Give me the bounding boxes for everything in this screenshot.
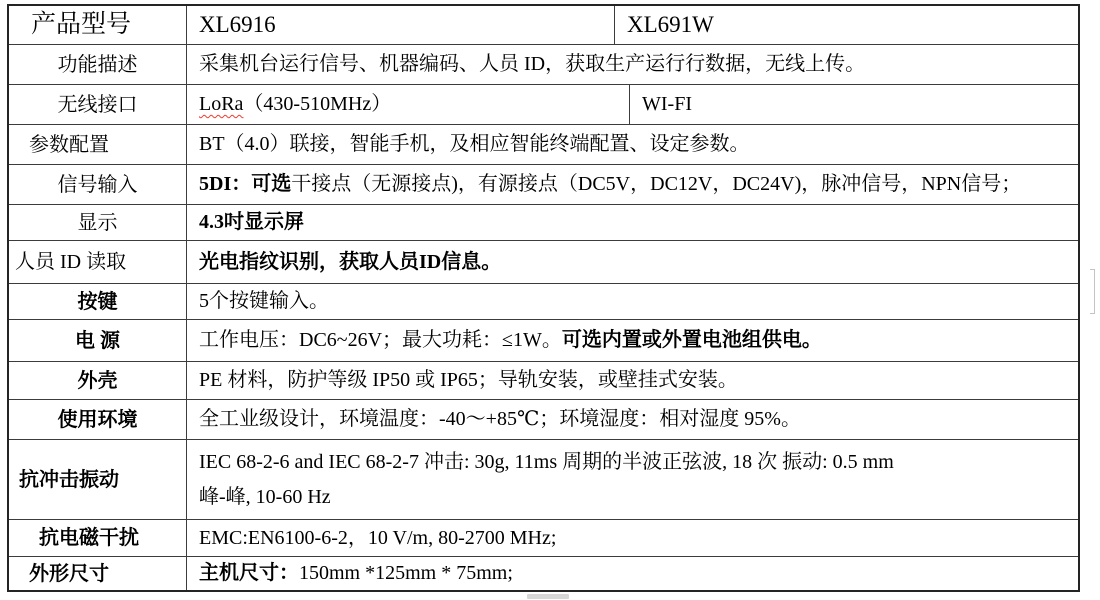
- row-value-personnel-id: [187, 241, 1078, 283]
- enclosure-text: PE 材料，防护等级 IP50 或 IP65；导轨安装，或壁挂式安装。: [199, 369, 738, 391]
- row-label-operating-environment: 使用环境: [9, 400, 187, 439]
- spec-row-buttons: [9, 284, 1078, 320]
- spec-row-operating-environment: [9, 400, 1078, 440]
- row-value-enclosure: [187, 362, 1078, 399]
- spec-row-display: [9, 205, 1078, 241]
- row-value-signal-input: [187, 165, 1078, 204]
- spec-row-signal-input: [9, 165, 1078, 205]
- spec-row-shock-vibration: [9, 440, 1078, 520]
- signal-input-text: 干接点（无源接点)，有源接点（DC5V，DC12V，DC24V)，脉冲信号，NPN信号；: [291, 173, 1022, 195]
- row-label-shock-vibration: 抗冲击振动: [9, 440, 187, 519]
- row-value-function-description: [187, 45, 1078, 84]
- row-value-parameter-config: [187, 125, 1078, 164]
- row-value-shock-vibration: [187, 440, 1078, 519]
- wifi-text: WI-FI: [642, 93, 692, 115]
- dimensions-text: 150mm *125mm * 75mm;: [299, 562, 513, 584]
- row-value-wifi: [630, 85, 1078, 124]
- row-label-wireless-interface: 无线接口: [9, 85, 187, 124]
- row-label-emi: 抗电磁干扰: [9, 520, 187, 556]
- row-label-enclosure: 外壳: [9, 362, 187, 399]
- emi-text: EMC:EN6100-6-2，10 V/m, 80-2700 MHz;: [199, 526, 557, 549]
- buttons-text: 5个按键输入。: [199, 290, 329, 312]
- row-value-model-1: [187, 6, 615, 44]
- row-label-product-model: 产品型号: [9, 6, 187, 44]
- shock-vibration-line2: 峰-峰, 10-60 Hz: [199, 485, 331, 508]
- function-description-text: 采集机台运行信号、机器编码、人员 ID，获取生产运行行数据，无线上传。: [199, 53, 866, 75]
- spec-table: [7, 4, 1080, 592]
- spec-row-personnel-id: [9, 241, 1078, 284]
- row-value-lora: [187, 85, 630, 124]
- signal-input-bold-text: 5DI：可选: [199, 173, 292, 195]
- row-value-emi: [187, 520, 1078, 556]
- row-label-power: 电 源: [9, 320, 187, 361]
- display-text: 4.3吋显示屏: [199, 211, 304, 233]
- shock-vibration-line1: IEC 68-2-6 and IEC 68-2-7 冲击: 30g, 11ms 周期的半波正弦波, 18 次 振动: 0.5 mm: [199, 450, 894, 473]
- right-margin-bracket-artifact: [1090, 269, 1095, 314]
- personnel-id-text: 光电指纹识别，获取人员ID信息。: [199, 250, 502, 273]
- spec-row-enclosure: [9, 362, 1078, 400]
- row-value-display: [187, 205, 1078, 240]
- row-value-operating-environment: [187, 400, 1078, 439]
- spec-row-wireless-interface: [9, 85, 1078, 125]
- row-label-function-description: 功能描述: [9, 45, 187, 84]
- dimensions-bold-text: 主机尺寸：: [199, 562, 299, 584]
- spec-row-function-description: [9, 45, 1078, 85]
- power-text: 工作电压：DC6~26V；最大功耗：≤1W。: [199, 329, 562, 351]
- row-value-model-2: [615, 6, 1078, 44]
- spec-row-power: [9, 320, 1078, 362]
- spec-row-product-model: [9, 6, 1078, 45]
- power-bold-text: 可选内置或外置电池组供电。: [561, 329, 822, 351]
- row-value-power: [187, 320, 1078, 361]
- row-label-signal-input: 信号输入: [9, 165, 187, 204]
- parameter-config-text: BT（4.0）联接，智能手机，及相应智能终端配置、设定参数。: [199, 133, 750, 155]
- row-label-parameter-config: 参数配置: [9, 125, 187, 164]
- lora-band-text: （430-510MHz）: [243, 93, 392, 115]
- model-1-text: XL6916: [199, 11, 276, 37]
- model-2-text: XL691W: [627, 11, 714, 37]
- operating-environment-text: 全工业级设计，环境温度：-40～+85℃；环境湿度：相对湿度 95%。: [199, 408, 801, 430]
- row-label-personnel-id: 人员 ID 读取: [9, 241, 187, 283]
- spec-row-parameter-config: [9, 125, 1078, 165]
- row-label-buttons: 按键: [9, 284, 187, 319]
- spec-row-dimensions: [9, 557, 1078, 590]
- lora-text-spellcheck: LoRa: [199, 93, 244, 115]
- row-value-dimensions: [187, 557, 1078, 590]
- spec-row-emi: [9, 520, 1078, 557]
- row-label-dimensions: 外形尺寸: [9, 557, 187, 590]
- row-value-buttons: [187, 284, 1078, 319]
- row-label-display: 显示: [9, 205, 187, 240]
- page-bottom-artifact: [527, 594, 569, 599]
